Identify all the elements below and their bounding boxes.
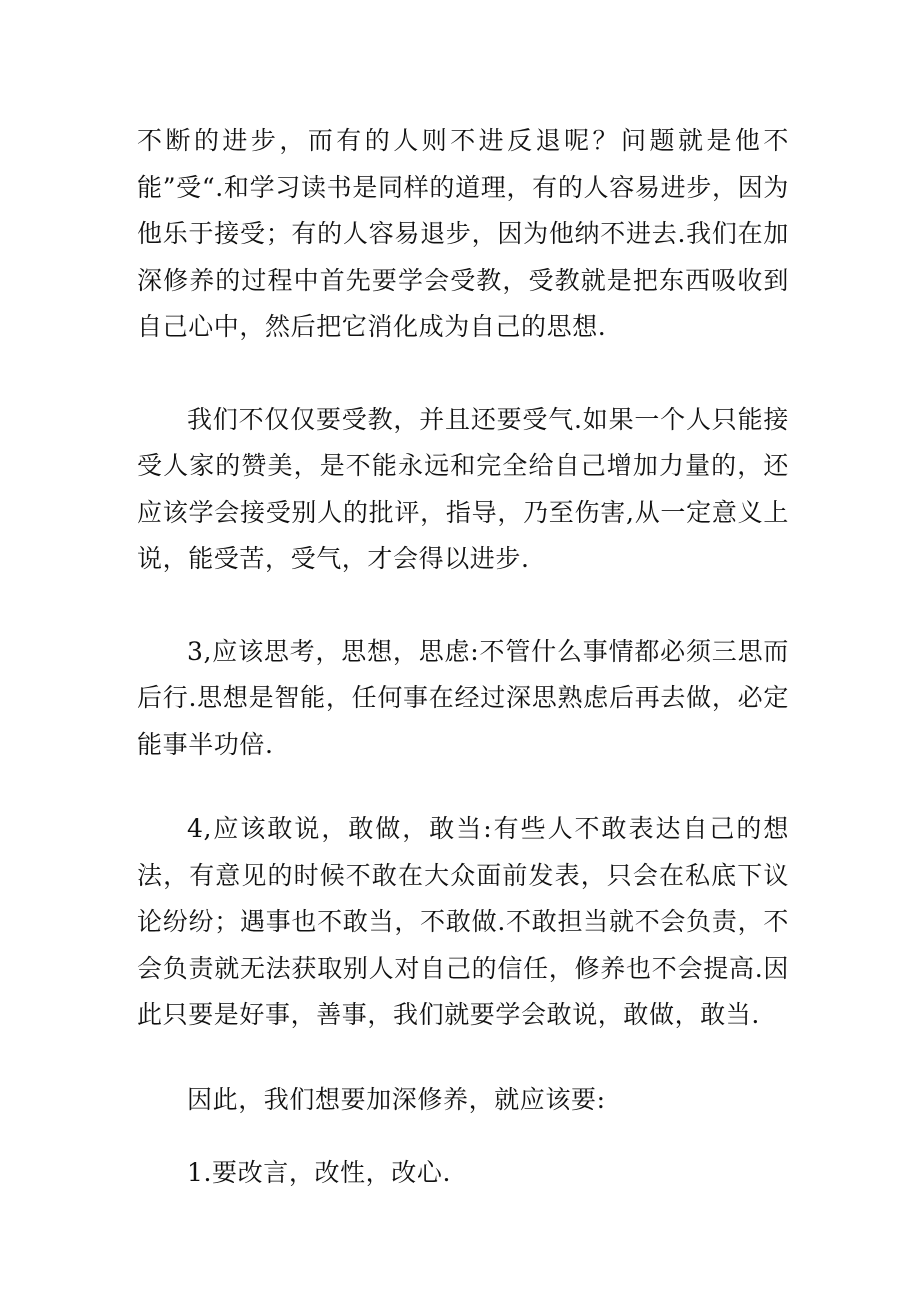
paragraph-1: 不断的进步，而有的人则不进反退呢？问题就是他不能”受“.和学习读书是同样的道理，有的人容易进步，因为他乐于接受；有的人容易退步，因为他纳不进去.我们在加深修养的过程中首先要学会受教，受教就是把东西吸收到自己心中，然后把它消化成为自己的思想.: [137, 126, 789, 341]
document-body: [137, 118, 789, 1197]
paragraph-3: 3,应该思考，思想，思虑:不管什么事情都必须三思而后行.思想是智能，任何事在经过深思熟虑后再去做，必定能事半功倍.: [137, 636, 789, 759]
paragraph-5: 因此，我们想要加深修养，就应该要:: [187, 1084, 606, 1114]
paragraph-6: 1.要改言，改性，改心.: [187, 1158, 452, 1187]
paragraph-4: 4,应该敢说，敢做，敢当:有些人不敢表达自己的想法，有意见的时候不敢在大众面前发表，只会在私底下议论纷纷；遇事也不敢当，不敢做.不敢担当就不会负责，不会负责就无法获取别人对自己的信任，修养也不会提高.因此只要是好事，善事，我们就要学会敢说，敢做，敢当.: [137, 814, 789, 1029]
paragraph-2: 我们不仅仅要受教，并且还要受气.如果一个人只能接受人家的赞美，是不能永远和完全给自己增加力量的，还应该学会接受别人的批评，指导，乃至伤害,从一定意义上说，能受苦，受气，才会得以进步.: [137, 404, 789, 573]
